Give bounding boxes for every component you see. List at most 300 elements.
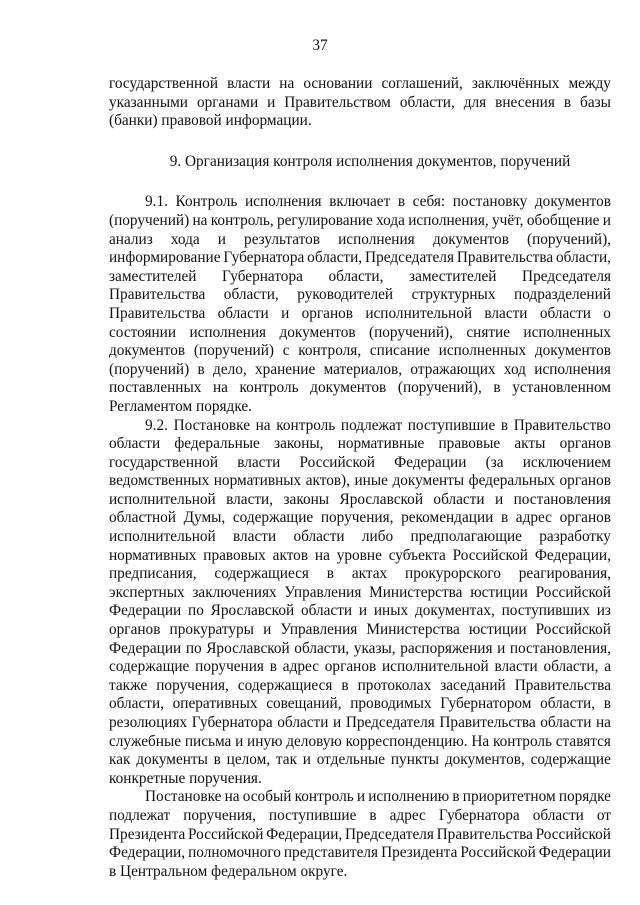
word: области,	[556, 249, 611, 267]
word: на	[192, 211, 208, 229]
word: области,	[399, 93, 455, 111]
word: реагирования,	[518, 565, 611, 583]
word: корреспонденцию.	[345, 732, 468, 750]
word: акты	[514, 435, 546, 453]
word: заместителей	[409, 267, 497, 285]
word: Председателя	[522, 267, 611, 285]
text-line	[109, 268, 611, 287]
text-line	[109, 788, 611, 807]
word: в	[500, 509, 509, 527]
word: и	[235, 732, 244, 750]
word: материалов,	[323, 360, 403, 378]
word: документах,	[414, 602, 495, 620]
word: области	[539, 304, 591, 322]
word: поручения,	[320, 509, 394, 527]
word: 9.1.	[145, 193, 168, 211]
word: Российской	[460, 844, 536, 862]
text-line	[109, 249, 611, 268]
word: законы	[283, 490, 330, 508]
word: субъекта	[388, 546, 446, 564]
word: актов),	[305, 472, 350, 490]
text-line	[109, 454, 611, 473]
word: 9.2.	[145, 416, 168, 434]
word: (поручений),	[527, 230, 611, 248]
word: документов	[109, 342, 186, 360]
text-line	[109, 844, 611, 863]
text-line	[109, 286, 611, 305]
word: Ярославской	[339, 490, 424, 508]
text-line	[109, 807, 611, 826]
word: иные	[354, 472, 388, 490]
word: контроля,	[298, 342, 362, 360]
word: основании	[303, 75, 373, 92]
word: подлежат	[340, 416, 403, 434]
word: иных	[373, 602, 409, 620]
word: в	[493, 379, 501, 397]
word: соглашений,	[381, 75, 463, 92]
word: (поручений)	[193, 342, 274, 360]
page-number: 37	[312, 37, 328, 54]
word: власти	[484, 304, 528, 322]
word: юстиции	[470, 583, 528, 601]
word: нормативных	[213, 472, 302, 490]
text-line: (банки) правовой информации.	[109, 112, 312, 130]
word: установленном	[512, 379, 611, 397]
word: (поручений)	[109, 211, 190, 229]
word: Губернатора	[222, 267, 303, 285]
word: власти	[494, 658, 538, 676]
word: в	[326, 565, 335, 583]
word: органов	[324, 658, 377, 676]
word: исполненных	[523, 323, 611, 341]
word: в	[397, 193, 406, 211]
word: отражающих	[410, 360, 496, 378]
word: (поручений)	[109, 360, 190, 378]
word: государственной	[109, 453, 219, 471]
word: о	[603, 304, 611, 322]
word: служебные	[109, 732, 182, 750]
word: себя:	[412, 193, 446, 211]
word: поступивших	[501, 602, 590, 620]
word: на	[212, 379, 228, 397]
word: документов	[310, 379, 387, 397]
word: Российской	[535, 621, 611, 639]
word: включает	[329, 193, 391, 211]
word: предполагающие	[410, 528, 522, 546]
text-line	[109, 751, 611, 770]
word: документов	[534, 342, 611, 360]
word: Российской	[299, 453, 375, 471]
word: Правительства	[109, 286, 206, 304]
word: ход	[503, 360, 526, 378]
word: постановления,	[509, 639, 611, 657]
word: поставленных	[109, 379, 202, 397]
paragraph-9-2	[109, 417, 611, 789]
text-line	[109, 212, 611, 231]
word: результатов	[244, 230, 321, 248]
word: рекомендации	[401, 509, 494, 527]
text-line: конкретные поручения.	[109, 769, 262, 787]
word: в	[341, 676, 349, 694]
word: власти,	[226, 490, 274, 508]
word: состоянии	[109, 323, 177, 341]
word: Постановке	[173, 416, 250, 434]
word: особый	[242, 788, 292, 806]
word: Правительства	[436, 825, 533, 843]
word: на	[314, 546, 330, 564]
text-line	[109, 491, 611, 510]
word: а	[604, 658, 611, 676]
text-line	[109, 584, 611, 603]
word: Федерации,	[534, 546, 611, 564]
word: и	[497, 639, 506, 657]
word: порядке	[558, 788, 611, 806]
word: федеральные	[174, 435, 260, 453]
word: власти	[227, 75, 271, 92]
word: и	[217, 230, 226, 248]
text-line	[109, 695, 611, 714]
word: области,	[307, 249, 363, 267]
word: на	[596, 714, 611, 731]
word: заседаний	[440, 676, 506, 694]
word: исполнения	[244, 193, 322, 211]
word: прокурорского	[405, 565, 501, 583]
word: федеральных	[468, 472, 556, 490]
word: и	[302, 751, 311, 769]
word: и	[263, 621, 272, 639]
text-line	[109, 94, 611, 113]
text-line: Регламентом порядке.	[109, 397, 252, 415]
word: нормативных	[109, 546, 197, 564]
word: Губернатора	[191, 714, 273, 731]
word: поступившие	[268, 806, 357, 824]
word: Федерации	[109, 639, 182, 657]
word: предписания,	[109, 565, 197, 583]
word: и	[267, 93, 276, 111]
text-line	[109, 714, 611, 733]
word: власти	[233, 528, 277, 546]
word: документов	[279, 323, 356, 341]
word: Ярославской	[206, 639, 290, 657]
word: подразделений	[514, 286, 611, 304]
word: хода	[376, 211, 405, 229]
word: поступившие	[407, 416, 496, 434]
word: иную	[247, 732, 283, 750]
text-line	[109, 528, 611, 547]
word: резолюциях	[109, 714, 188, 731]
word: исполнения	[534, 360, 611, 378]
word: и	[494, 490, 504, 508]
word: в	[452, 788, 460, 806]
word: области,	[328, 267, 384, 285]
word: исполнительной	[365, 304, 473, 322]
text-line	[109, 417, 611, 436]
word: и	[602, 211, 611, 229]
word: подлежат	[109, 806, 171, 824]
word: контроль,	[210, 211, 274, 229]
text-line	[109, 509, 611, 528]
text-line	[109, 677, 611, 696]
word: контроль	[239, 379, 299, 397]
word: актах	[351, 565, 388, 583]
text-line	[109, 342, 611, 361]
word: областной	[109, 509, 176, 527]
word: в	[197, 360, 205, 378]
text-line	[109, 324, 611, 343]
text-line	[109, 733, 611, 752]
word: документов	[432, 230, 509, 248]
word: контроль	[294, 788, 354, 806]
word: полномочного	[188, 844, 281, 862]
word: в	[500, 416, 509, 434]
word: органов	[559, 435, 611, 453]
word: Президента	[381, 844, 458, 862]
text-line	[109, 547, 611, 566]
word: Председателя	[344, 825, 434, 843]
word: исключением	[522, 453, 611, 471]
word: государственной	[109, 75, 219, 92]
word: исполнения	[338, 230, 415, 248]
word: содержащие	[109, 658, 190, 676]
word: области,	[543, 658, 599, 676]
word: (за	[485, 453, 504, 471]
word: правовых	[203, 546, 266, 564]
word: на	[255, 416, 271, 434]
word: либо	[361, 528, 394, 546]
word: адрес	[282, 658, 319, 676]
word: Правительства	[514, 676, 611, 694]
word: целом,	[226, 751, 271, 769]
word: поручения,	[156, 676, 229, 694]
word: области,	[109, 695, 164, 713]
word: (поручений),	[397, 379, 482, 397]
word: для	[463, 93, 487, 111]
word: указанными	[109, 93, 188, 111]
word: дело,	[213, 360, 247, 378]
word: оперативных	[172, 695, 258, 713]
word: Контроль	[175, 193, 238, 211]
word: заключениях	[192, 583, 277, 601]
word: Правительства	[439, 714, 536, 731]
word: с	[282, 342, 290, 360]
text-line	[109, 826, 611, 845]
word: на	[279, 75, 295, 92]
word: Губернатора	[223, 249, 305, 267]
text-line	[109, 565, 611, 584]
text-line	[109, 640, 611, 659]
word: области	[300, 602, 353, 620]
word: и	[358, 602, 368, 620]
word: Федерации,	[109, 844, 186, 862]
word: Правительства	[456, 249, 554, 267]
word: хранение	[255, 360, 316, 378]
word: между	[568, 75, 611, 92]
word: Управления	[284, 583, 362, 601]
intro-paragraph	[109, 75, 611, 131]
word: Министерства	[369, 583, 463, 601]
word: исполнения	[189, 323, 267, 341]
word: отдельные	[316, 751, 386, 769]
word: области	[433, 490, 485, 508]
word: Управления	[280, 621, 358, 639]
word: ведомственных	[109, 472, 210, 490]
word: в	[563, 93, 572, 111]
word: постановления	[513, 490, 611, 508]
word: Федерации	[538, 844, 611, 862]
word: области	[540, 714, 592, 731]
word: органов	[109, 621, 161, 639]
word: исполнения,	[408, 211, 489, 229]
word: на	[224, 788, 240, 806]
word: области	[293, 528, 345, 546]
word: по	[185, 639, 202, 657]
word: Президента	[109, 825, 186, 843]
word: пункты	[390, 751, 440, 769]
word: регулирование	[276, 211, 373, 229]
word: в	[603, 695, 611, 713]
word: контроль	[276, 416, 336, 434]
word: проводимых	[350, 695, 432, 713]
word: Российской	[452, 546, 528, 564]
paragraph-9-1	[109, 193, 611, 416]
text-line	[109, 379, 611, 398]
word: содержащиеся	[237, 676, 333, 694]
text-line	[109, 231, 611, 250]
word: хода	[170, 230, 200, 248]
word: юстиции	[468, 621, 527, 639]
text-line	[109, 75, 611, 94]
word: анализ	[109, 230, 153, 248]
word: Губернатора	[438, 806, 520, 824]
text-line	[109, 305, 611, 324]
word: правовые	[438, 435, 501, 453]
word: так	[275, 751, 298, 769]
word: области,	[223, 286, 279, 304]
word: в	[369, 806, 377, 824]
word: списание	[369, 342, 430, 360]
word: власти	[237, 453, 281, 471]
word: области,	[540, 695, 596, 713]
word: также	[109, 676, 148, 694]
word: от	[596, 806, 611, 824]
word: поручения	[195, 658, 264, 676]
word: деловую	[286, 732, 342, 750]
text-line	[109, 435, 611, 454]
word: Федерации	[394, 453, 467, 471]
word: содержащие	[232, 509, 314, 527]
word: органов	[559, 509, 611, 527]
text-line	[109, 602, 611, 621]
word: поручения,	[183, 806, 256, 824]
text-line	[109, 658, 611, 677]
word: снятие	[466, 323, 511, 341]
word: распоряжения	[400, 639, 493, 657]
word: и	[333, 714, 342, 731]
word: Российской	[535, 825, 611, 843]
word: области	[277, 714, 329, 731]
word: ставятся	[555, 732, 611, 750]
word: Губернатором	[440, 695, 532, 713]
word: Министерства	[366, 621, 460, 639]
word: исполнению	[368, 788, 450, 806]
word: исполнительной	[109, 528, 216, 546]
word: области	[109, 435, 161, 453]
word: Российской	[535, 583, 611, 601]
word: Председателя	[365, 249, 454, 267]
word: как	[109, 751, 131, 769]
word: разработку	[539, 528, 611, 546]
text-line	[109, 472, 611, 491]
word: Правительства	[109, 304, 206, 322]
word: обобщение	[526, 211, 600, 229]
word: Федерации,	[266, 825, 343, 843]
word: указы,	[353, 639, 396, 657]
word: На	[471, 732, 490, 750]
word: законы,	[274, 435, 324, 453]
word: информирование	[109, 249, 221, 267]
word: органов	[301, 304, 353, 322]
word: по	[188, 602, 204, 620]
word: из	[596, 602, 611, 620]
word: учёт,	[492, 211, 524, 229]
word: исполнительной	[382, 658, 489, 676]
word: контроль	[492, 732, 553, 750]
word: прокуратуры	[169, 621, 254, 639]
word: Ярославской	[210, 602, 295, 620]
word: исполнительной	[109, 490, 216, 508]
word: внесения	[495, 93, 555, 111]
word: Постановке	[145, 788, 222, 806]
word: экспертных	[109, 583, 185, 601]
text-line	[109, 621, 611, 640]
word: совещаний,	[266, 695, 342, 713]
word: области,	[294, 639, 350, 657]
word: постановку	[452, 193, 528, 211]
word: содержащие	[530, 751, 611, 769]
word: документы	[136, 751, 208, 769]
word: адрес	[515, 509, 552, 527]
word: органами	[196, 93, 259, 111]
word: Правительство	[513, 416, 611, 434]
word: представителя	[283, 844, 379, 862]
word: Российской	[188, 825, 264, 843]
word: уровне	[336, 546, 382, 564]
document-body	[109, 75, 611, 881]
text-line	[109, 193, 611, 212]
word: приоритетном	[462, 788, 556, 806]
word: в	[269, 658, 277, 676]
word: Председателя	[345, 714, 435, 731]
text-line	[109, 361, 611, 380]
word: руководителей	[297, 286, 394, 304]
word: содержащиеся	[214, 565, 309, 583]
word: Федерации	[109, 602, 182, 620]
word: и	[356, 788, 366, 806]
paragraph-special-control	[109, 788, 611, 881]
word: Правительством	[284, 93, 391, 111]
word: области	[532, 806, 584, 824]
word: заместителей	[109, 267, 197, 285]
word: исполненных	[438, 342, 527, 360]
word: нормативные	[337, 435, 425, 453]
word: Думы,	[183, 509, 226, 527]
section-heading: 9. Организация контроля исполнения документов, поручений	[169, 152, 571, 170]
word: заключённых	[471, 75, 560, 92]
word: документов	[534, 193, 611, 211]
word: области	[217, 304, 269, 322]
word: письма	[184, 732, 232, 750]
word: актов	[272, 546, 309, 564]
